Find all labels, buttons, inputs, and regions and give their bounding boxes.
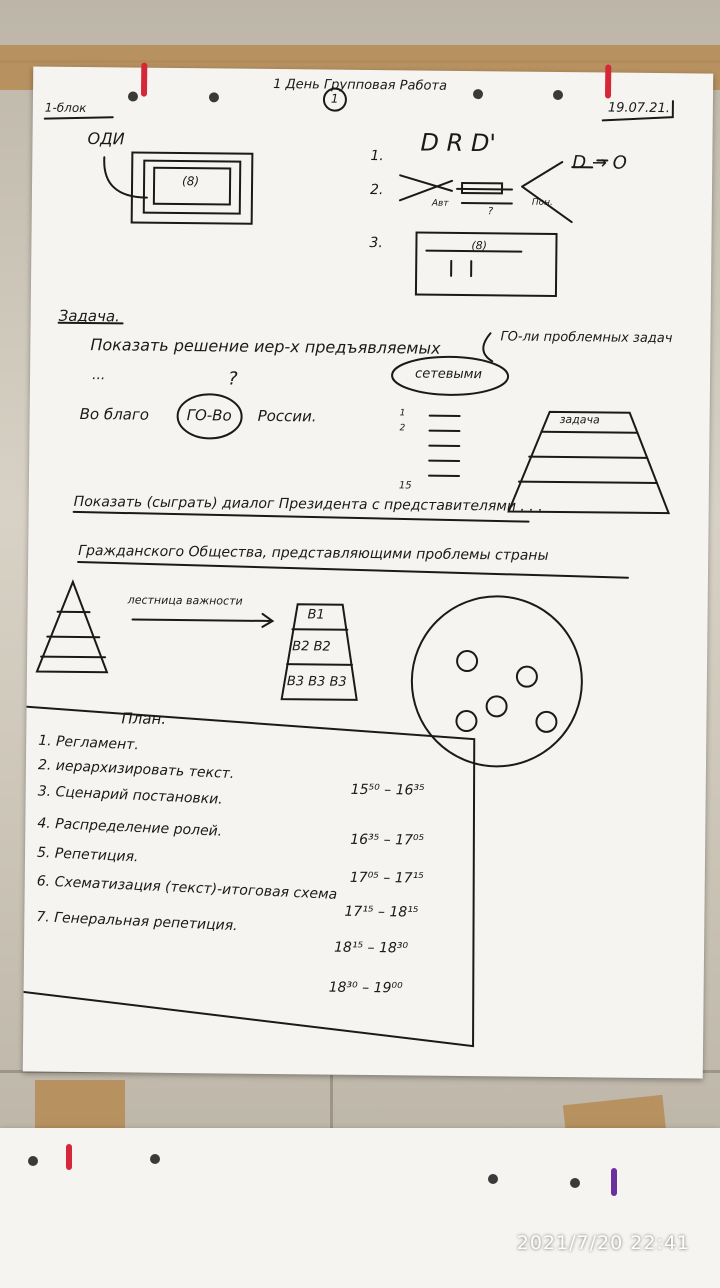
ladder-row: B3 B3 B3 — [286, 674, 347, 690]
tape-strip — [35, 1080, 125, 1132]
show-line2: Гражданского Общества, представляющими проблемы страны — [78, 542, 549, 564]
plan-time: 18³⁰ – 19⁰⁰ — [328, 979, 403, 997]
paper-sheet-lower — [0, 1128, 720, 1288]
plan-time: 18¹⁵ – 18³⁰ — [333, 939, 409, 957]
d-to-o-label: D → O — [572, 152, 627, 174]
task-bubble: сетевыми — [415, 366, 483, 383]
plan-time: 16³⁵ – 17⁰⁵ — [350, 831, 425, 849]
list-number: 1 — [399, 408, 406, 419]
diagram-number: 2. — [369, 182, 384, 199]
header-number: 1 — [330, 91, 339, 106]
question-mark: ? — [487, 206, 494, 218]
task-line1b: ГО-ли проблемных задач — [500, 329, 673, 347]
task-question: ? — [227, 368, 238, 390]
plan-item: 5. Репетиция. — [36, 844, 139, 866]
header-tag: 1-блок — [44, 100, 87, 116]
diagram-number: 1. — [370, 148, 384, 165]
plan-item: 6. Схематизация (текст)-итоговая схема — [36, 873, 338, 903]
diagram3-inner: (8) — [471, 239, 488, 253]
plan-time: 15⁵⁰ – 16³⁵ — [350, 781, 425, 799]
ladder-row: B2 B2 — [292, 639, 331, 655]
task-circled: ГО-Во — [186, 406, 232, 425]
plan-item: 2. иерархизировать текст. — [37, 757, 235, 783]
purple-push-pin — [611, 1168, 617, 1196]
odi-label: ОДИ — [87, 129, 125, 149]
ladder-label: лестница важности — [127, 593, 243, 608]
plan-heading: План. — [121, 709, 167, 728]
trap-label: задача — [559, 412, 600, 427]
plan-item: 4. Распределение ролей. — [37, 815, 223, 840]
diagram-number: 3. — [369, 234, 383, 252]
plan-time: 17⁰⁵ – 17¹⁵ — [349, 869, 424, 887]
punch-hole — [150, 1154, 160, 1164]
avt-label: Авт — [431, 198, 449, 209]
task-line1: Показать решение иер-х предъявляемых — [90, 335, 441, 358]
task-line2b: России. — [257, 406, 317, 426]
ladder-row: B1 — [307, 607, 325, 623]
header-date: 19.07.21. — [607, 100, 670, 117]
punch-hole — [488, 1174, 498, 1184]
punch-hole — [28, 1156, 38, 1166]
header-title: 1 День Групповая Работа — [273, 76, 448, 94]
camera-timestamp: 2021/7/20 22:41 — [516, 1232, 690, 1254]
task-dots: ... — [91, 367, 106, 384]
task-line2a: Во благо — [79, 404, 150, 424]
pon-label: Пон. — [531, 197, 553, 208]
red-push-pin — [66, 1144, 72, 1170]
plan-item: 1. Регламент. — [37, 732, 140, 754]
odi-inner: (8) — [182, 174, 200, 189]
list-number: 2 — [399, 423, 406, 434]
plan-time: 17¹⁵ – 18¹⁵ — [344, 903, 419, 921]
plan-item: 7. Генеральная репетиция. — [36, 909, 238, 935]
punch-hole — [570, 1178, 580, 1188]
wall-tile-seam — [330, 1075, 333, 1135]
paper-sheet — [23, 66, 713, 1078]
list-number: 15 — [398, 480, 412, 492]
show-line1: Показать (сыграть) диалог Президента с представителями . . . — [73, 493, 543, 515]
plan-item: 3. Сценарий постановки. — [37, 783, 224, 808]
task-heading: Задача. — [58, 306, 120, 326]
drd-label: D R D' — [420, 128, 497, 158]
